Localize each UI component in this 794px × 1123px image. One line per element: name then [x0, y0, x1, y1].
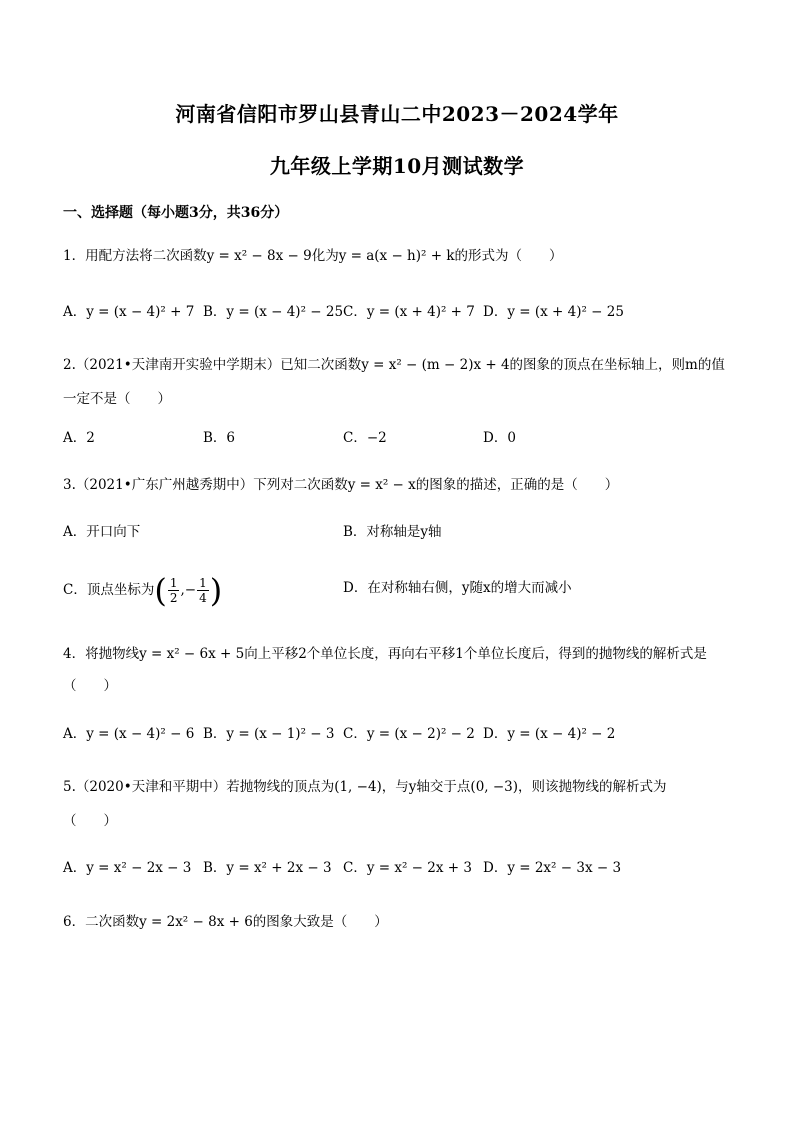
question-4-text-line1: 4．将抛物线y = x² − 6x + 5向上平移2个单位长度，再向右平移1个单位长度后，得到的抛物线的解析式是 [63, 646, 707, 662]
question-2-option-a: A．2 [63, 430, 95, 446]
question-6-text: 6．二次函数y = 2x² − 8x + 6的图象大致是（ ） [63, 914, 388, 930]
question-1-option-c: C．y = (x + 4)² + 7 [343, 304, 475, 320]
question-5-option-d: D．y = 2x² − 3x − 3 [483, 860, 622, 876]
question-3-text: 3.（2021•广东广州越秀期中）下列对二次函数y = x² − x的图象的描述，正确的是（ ） [63, 477, 619, 493]
fraction-one-half: $\frac{1}{2}$ [169, 576, 178, 605]
question-3-option-c: C．顶点坐标为( $\frac{1}{2}$ ,− $\frac{1}{4}$ ) [63, 571, 223, 610]
question-2-option-b: B．6 [203, 430, 236, 446]
question-4-option-d: D．y = (x − 4)² − 2 [483, 726, 616, 742]
question-5-text-line2: （ ） [63, 813, 117, 829]
question-3-option-a: A．开口向下 [63, 524, 141, 540]
question-5-option-c: C．y = x² − 2x + 3 [343, 860, 472, 876]
document-title-line2: 九年级上学期10月测试数学 [269, 154, 525, 178]
question-5-text-line1: 5.（2020•天津和平期中）若抛物线的顶点为(1, −4)，与y轴交于点(0, −3)，则该抛物线的解析式为 [63, 779, 667, 795]
question-4-option-c: C．y = (x − 2)² − 2 [343, 726, 475, 742]
question-5-option-b: B．y = x² + 2x − 3 [203, 860, 332, 876]
question-2-option-d: D．0 [483, 430, 516, 446]
question-2-text-line2: 一定不是（ ） [63, 391, 171, 407]
question-4-option-a: A．y = (x − 4)² − 6 [63, 726, 195, 742]
question-4-text-line2: （ ） [63, 678, 117, 694]
question-5-option-a: A．y = x² − 2x − 3 [63, 860, 192, 876]
question-3-option-c-label: C．顶点坐标为 [63, 582, 155, 598]
fraction-one-quarter: $\frac{1}{4}$ [199, 576, 207, 605]
question-1-option-b: B．y = (x − 4)² − 25 [203, 304, 344, 320]
question-1-option-d: D．y = (x + 4)² − 25 [483, 304, 624, 320]
question-1-option-a: A．y = (x − 4)² + 7 [63, 304, 195, 320]
question-2-text-line1: 2.（2021•天津南开实验中学期末）已知二次函数y = x² − (m − 2)x + 4的图象的顶点在坐标轴上，则m的值 [63, 357, 725, 373]
question-1-text: 1．用配方法将二次函数y = x² − 8x − 9化为y = a(x − h)² + k的形式为（ ） [63, 248, 563, 264]
document-title-line1: 河南省信阳市罗山县青山二中2023－2024学年 [175, 102, 619, 126]
question-3-option-d: D．在对称轴右侧，y随x的增大而减小 [343, 580, 572, 596]
question-4-option-b: B．y = (x − 1)² − 3 [203, 726, 335, 742]
question-2-option-c: C．−2 [343, 430, 387, 446]
question-3-option-b: B．对称轴是y轴 [343, 524, 442, 540]
section-heading: 一、选择题（每小题3分，共36分） [63, 205, 289, 221]
